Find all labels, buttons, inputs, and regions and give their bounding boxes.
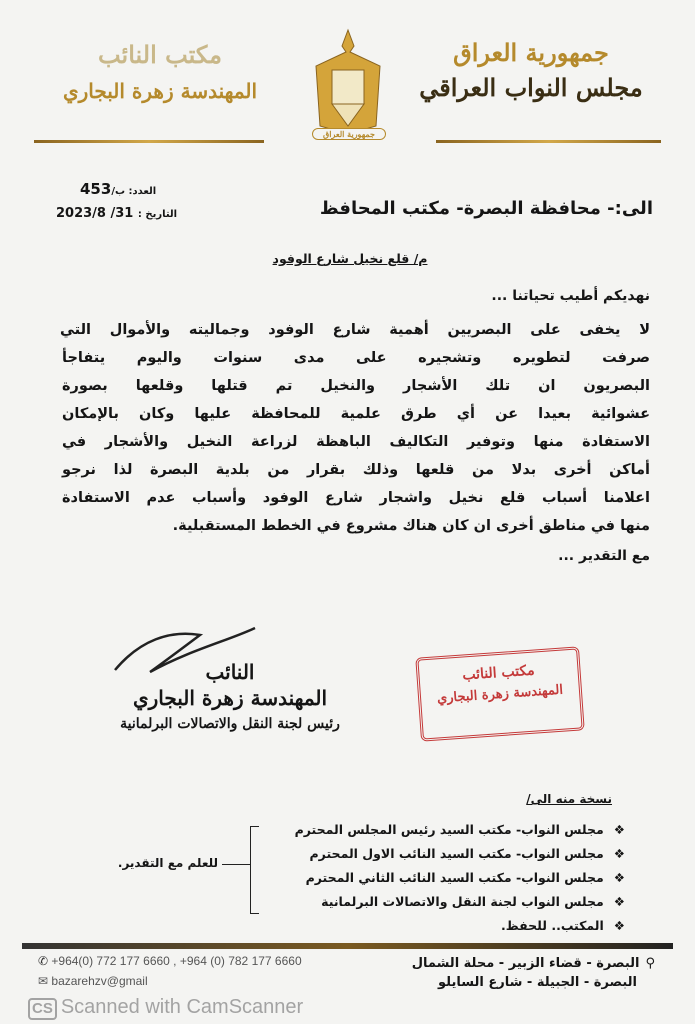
bullet-icon: ❖ [613,870,625,885]
copies-bracket [250,826,259,914]
body-line: منها في مناطق أخرى ان كان هناك مشروع في الخطط المستقبلية. [172,518,650,534]
signature-block [60,660,400,732]
greeting: نهديكم أطيب تحياتنا ... [491,288,650,304]
copy-item: ❖مجلس النواب- مكتب السيد النائب الثاني المحترم [305,870,625,885]
phone-icon: ✆ [38,954,49,968]
email-address: bazarehzv@gmail [51,974,148,988]
copy-item: ❖المكتب.. للحفظ. [501,918,625,933]
bullet-icon: ❖ [613,894,625,909]
office-title: مكتب النائب [97,40,223,69]
date-label: التاريخ : [137,209,178,220]
body-line: اعلامنا أسباب قلع نخيل واشجار شارع الوفود وأسباب عدم الاستفادة [62,490,650,506]
signature-name: المهندسة زهرة البجاري [132,686,328,710]
stamp-line2: المهندسة زهرة البجاري [436,682,564,707]
stamp-line1: مكتب النائب [461,662,536,684]
document-date [56,206,177,221]
subject: م/ قلع نخيل شارع الوفود [272,251,428,266]
recipient: الى:- محافظة البصرة- مكتب المحافظ [319,198,653,219]
copy-item: ❖مجلس النواب- مكتب السيد النائب الاول المحترم [309,846,625,861]
body-line: أماكن أخرى بدلا من قلعها وذلك بقرار من بلدية البصرة لذا نرجو [62,462,650,478]
bracket-connector [222,864,250,865]
camscanner-logo: CS [28,998,57,1020]
number-label: العدد: ب/ [111,186,157,197]
body-line: صرفت لتطويره وتشجيره على مدى سنوات واليوم يتفاجأ [62,350,650,366]
iraq-emblem [306,26,390,144]
number-value: 453 [80,180,112,198]
body-line: البصريون ان تلك الأشجار والنخيل تم قتلها وقلعها بصورة [62,378,650,394]
reference-number [80,180,156,198]
body-line: الاستفادة منها وتوفير التكاليف الباهظة لزراعة النخيل والأشجار في [62,434,650,450]
copies-heading: نسخة منه الى/ [526,792,612,806]
body-line: لا يخفى على البصريين أهمية شارع الوفود وجماليته والأموال التي [60,322,650,338]
closing: مع التقدير ... [558,548,650,564]
footer-divider [22,943,673,949]
copy-item: ❖مجلس النواب- مكتب السيد رئيس المجلس المحترم [294,822,625,837]
signature-position: رئيس لجنة النقل والاتصالات البرلمانية [120,716,340,732]
mp-name-title: المهندسة زهرة البجاري [62,79,258,103]
address-line1: البصرة - قضاء الزبير - محلة الشمال [411,956,640,971]
header-divider-right [436,140,661,143]
location-pin-icon: ⚲ [645,956,655,971]
bullet-icon: ❖ [613,822,625,837]
body-line: عشوائية بعيدا عن أي طرق علمية للمحافظة عليها وكان بالإمكان [62,406,650,422]
letterhead-left [30,40,290,103]
handwritten-signature-icon [110,620,260,680]
address-line2: البصرة - الجبيلة - شارع السايلو [438,975,637,990]
republic-title: جمهورية العراق [453,38,609,67]
footer-contact [38,954,302,988]
date-value: 31/ 2023/8 [56,206,134,221]
footer-address [412,956,655,990]
emblem-caption: جمهورية العراق [312,128,386,140]
watermark-text: Scanned with CamScanner [60,996,304,1018]
bullet-icon: ❖ [613,918,625,933]
header-divider-left [34,140,264,143]
signature-title: النائب [205,660,255,684]
letterhead-right [395,38,667,102]
phone-numbers: +964(0) 772 177 6660 , +964 (0) 782 177 6660 [51,954,302,968]
camscanner-watermark [28,995,303,1020]
bracket-note: للعلم مع التقدير. [117,856,218,870]
copy-item: ❖مجلس النواب لجنة النقل والاتصالات البرلمانية [321,894,625,909]
email-icon: ✉ [38,974,49,988]
office-stamp [415,646,584,741]
bullet-icon: ❖ [613,846,625,861]
parliament-title: مجلس النواب العراقي [419,73,643,102]
